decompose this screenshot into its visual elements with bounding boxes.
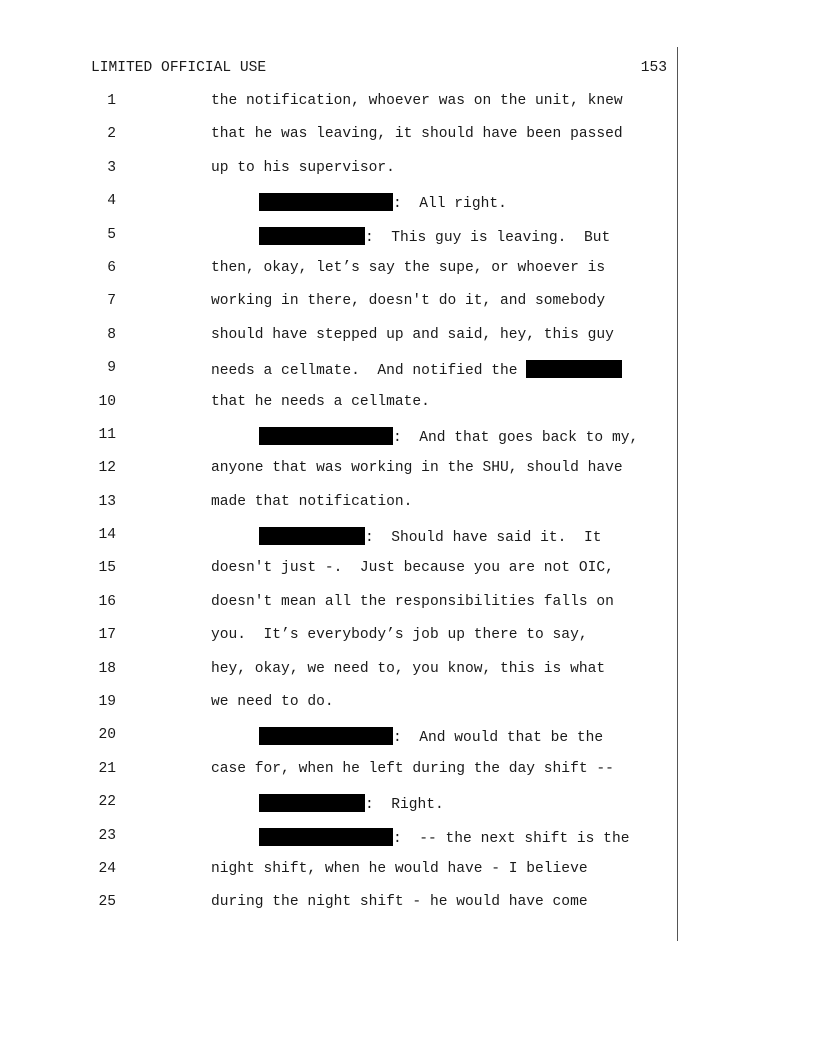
transcript-line [0,227,816,260]
line-number: 12 [98,460,116,477]
speaker-line [259,427,638,446]
line-text: doesn't mean all the responsibilities falls on [211,593,614,610]
line-text: hey, okay, we need to, you know, this is what [211,660,606,677]
line-text: : And that goes back to my, [393,429,639,446]
transcript-line [0,661,816,694]
line-number: 5 [107,226,116,243]
speaker-line [259,794,444,813]
line-text: up to his supervisor. [211,159,395,176]
line-number: 24 [98,860,116,877]
line-text: we need to do. [211,694,334,711]
line-number: 16 [98,593,116,610]
line-text: : Right. [365,797,444,814]
speaker-line [259,727,603,746]
line-number: 13 [98,493,116,510]
speaker-line [259,227,610,246]
transcript-line [0,293,816,326]
transcript-line [0,260,816,293]
line-number: 25 [98,894,116,911]
line-number: 9 [107,360,116,377]
transcript-line [0,394,816,427]
line-text: you. It’s everybody’s job up there to say, [211,627,588,644]
transcript-line [0,193,816,226]
page-header [91,60,667,80]
transcript-line [0,794,816,827]
line-text: during the night shift - he would have come [211,894,588,911]
speaker-line [259,828,629,847]
line-text: anyone that was working in the SHU, should have [211,460,623,477]
transcript-line [0,694,816,727]
page-number: 153 [640,60,667,76]
line-text: : Should have said it. It [365,530,602,547]
classification-header: LIMITED OFFICIAL USE [91,60,267,76]
line-text: : -- the next shift is the [393,830,630,847]
speaker-redaction [259,227,365,245]
transcript-line [0,494,816,527]
line-number: 11 [98,426,116,443]
line-number: 10 [98,393,116,410]
speaker-redaction [259,193,393,211]
line-number: 15 [98,560,116,577]
transcript-line [0,93,816,126]
speaker-redaction [259,527,365,545]
transcript-line [0,360,816,393]
line-text: : All right. [393,196,507,213]
speaker-redaction [259,427,393,445]
line-number: 21 [98,760,116,777]
speaker-redaction [259,828,393,846]
line-number: 22 [98,794,116,811]
speaker-line [259,193,507,212]
transcript-line [0,627,816,660]
line-number: 2 [107,126,116,143]
line-text: that he was leaving, it should have been passed [211,126,623,143]
line-text: : And would that be the [393,730,604,747]
line-text: the notification, whoever was on the unit, knew [211,93,623,109]
line-number: 20 [98,727,116,744]
line-text: that he needs a cellmate. [211,393,430,410]
line-number: 19 [98,694,116,711]
transcript-line [0,594,816,627]
transcript-line [0,427,816,460]
speaker-line [259,527,601,546]
redacted-line [211,360,622,379]
transcript-line [0,126,816,159]
line-number: 23 [98,827,116,844]
line-text: : This guy is leaving. But [365,229,611,246]
transcript-line [0,894,816,927]
line-text: needs a cellmate. And notified the [211,363,527,380]
line-text: working in there, doesn't do it, and somebody [211,293,606,310]
transcript-line [0,828,816,861]
line-number: 14 [98,527,116,544]
transcript-line [0,861,816,894]
transcript-line [0,727,816,760]
transcript-line [0,761,816,794]
line-text: made that notification. [211,493,413,510]
transcript-line [0,460,816,493]
line-number: 7 [107,293,116,310]
inline-redaction [526,360,622,378]
line-number: 6 [107,259,116,276]
line-text: night shift, when he would have - I believe [211,860,588,877]
line-number: 17 [98,627,116,644]
transcript-line [0,327,816,360]
transcript-line [0,560,816,593]
line-text: case for, when he left during the day shift -- [211,760,614,777]
line-number: 3 [107,159,116,176]
line-number: 18 [98,660,116,677]
transcript-line [0,527,816,560]
line-number: 1 [107,93,116,109]
speaker-redaction [259,727,393,745]
line-number: 8 [107,326,116,343]
line-number: 4 [107,193,116,210]
line-text: then, okay, let’s say the supe, or whoever is [211,259,606,276]
speaker-redaction [259,794,365,812]
transcript-body [0,93,816,928]
line-text: should have stepped up and said, hey, this guy [211,326,614,343]
line-text: doesn't just -. Just because you are not OIC, [211,560,614,577]
transcript-line [0,160,816,193]
